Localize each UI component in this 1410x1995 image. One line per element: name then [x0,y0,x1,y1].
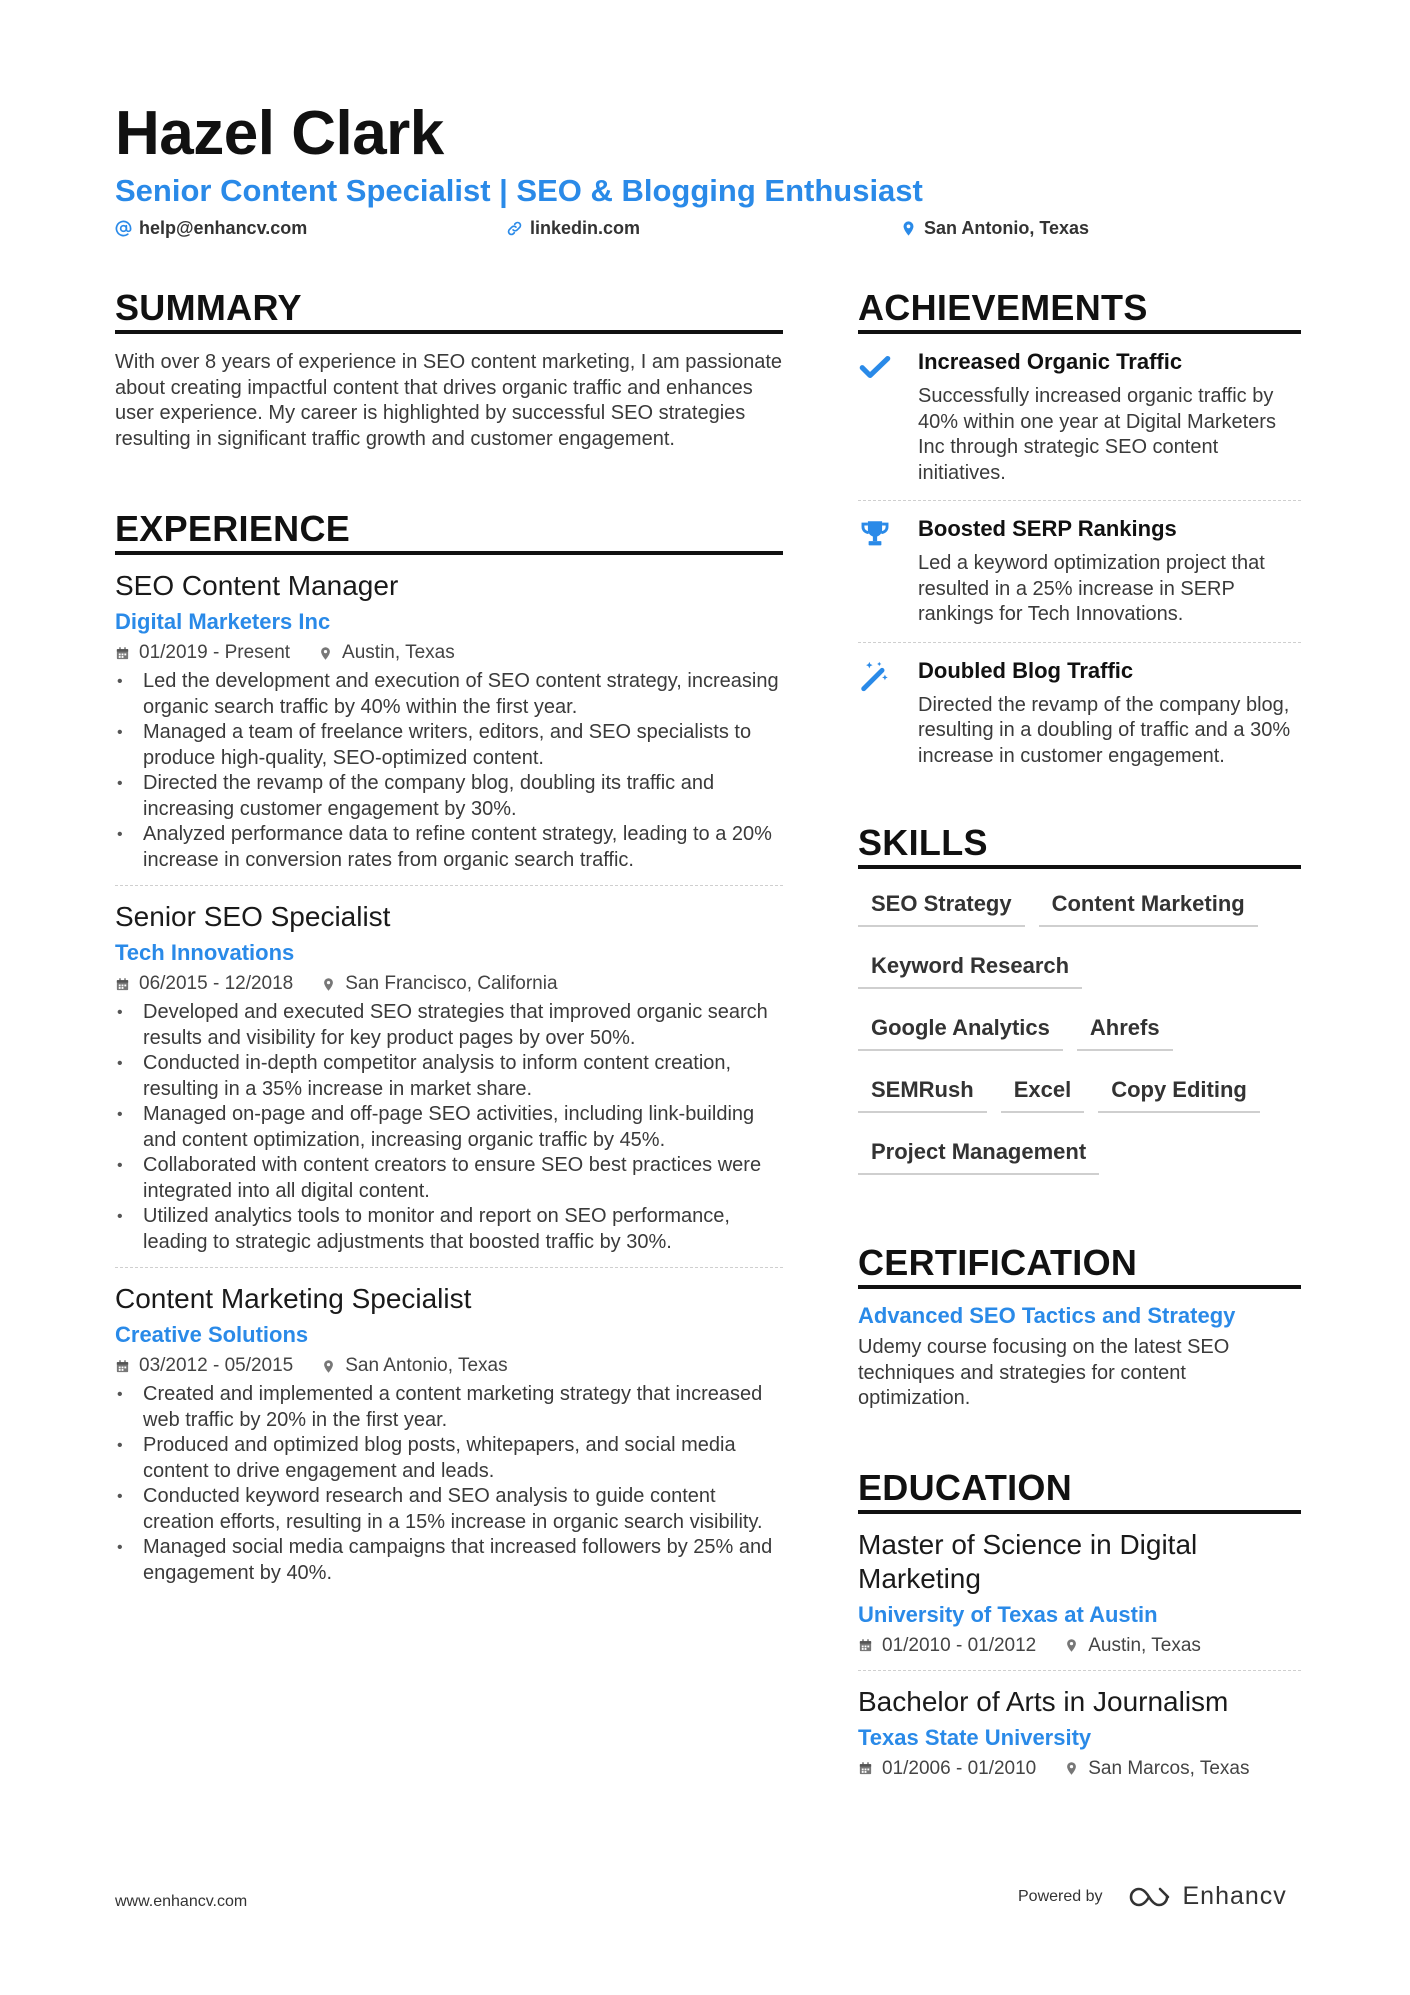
skill-tag: Ahrefs [1077,1007,1173,1051]
bullet-item: • Managed on-page and off-page SEO activities, including link-building and content optimization, increasing organic traffic by 45%. [115,1102,783,1153]
education-entry [858,1514,1301,1671]
summary-section [115,288,783,452]
calendar-icon [858,1761,873,1776]
certification-name: Advanced SEO Tactics and Strategy [858,1303,1236,1328]
job-bullets [115,669,783,873]
job-dates: 06/2015 - 12/2018 [139,973,294,994]
job-bullets [115,1000,783,1255]
experience-entry [115,555,783,886]
skills-heading: SKILLS [858,823,1301,869]
company-name: Digital Marketers Inc [115,609,331,634]
education-location: San Marcos, Texas [1088,1757,1250,1779]
achievement-item [858,334,1301,501]
education-meta [858,1634,1301,1658]
email-text: help@enhancv.com [139,218,308,238]
education-section [858,1468,1301,1793]
bullet-item: • Produced and optimized blog posts, whitepapers, and social media content to drive engagement and leads. [115,1433,783,1484]
job-dates: 03/2012 - 05/2015 [139,1355,294,1376]
calendar-icon [115,977,130,992]
achievement-title: Boosted SERP Rankings [918,516,1177,541]
company-name: Tech Innovations [115,940,295,965]
magic-wand-icon [858,659,892,693]
job-meta [115,972,783,996]
contact-linkedin[interactable] [506,218,640,239]
location-pin-icon [321,977,336,992]
bullet-item: • Conducted keyword research and SEO analysis to guide content creation efforts, resulting in a 15% increase in organic search visibility. [115,1484,783,1535]
degree-title: Bachelor of Arts in Journalism [858,1685,1229,1717]
brand-logo [1127,1882,1287,1911]
right-column [858,288,1301,1793]
education-meta [858,1757,1301,1781]
bullet-item: • Managed a team of freelance writers, editors, and SEO specialists to produce high-quality, SEO-optimized content. [115,720,783,771]
headline: Senior Content Specialist | SEO & Blogging Enthusiast [115,173,923,208]
job-bullets [115,1382,783,1586]
linkedin-text: linkedin.com [530,218,641,238]
enhancv-logo-icon [1127,1884,1175,1910]
skill-tag: Excel [1001,1069,1085,1113]
education-entry [858,1671,1301,1793]
bullet-item: • Created and implemented a content marketing strategy that increased web traffic by 20% in the first year. [115,1382,783,1433]
job-dates: 01/2019 - Present [139,642,291,663]
skill-tag: Copy Editing [1098,1069,1260,1113]
skill-tag: Keyword Research [858,945,1082,989]
powered-by-label: Powered by [1018,1887,1103,1905]
skill-tag: SEO Strategy [858,883,1025,927]
bullet-item: • Managed social media campaigns that increased followers by 25% and engagement by 40%. [115,1535,783,1586]
achievement-desc: Directed the revamp of the company blog, resulting in a doubling of traffic and a 30% increase in customer engagement. [918,693,1291,767]
bullet-item: • Developed and executed SEO strategies that improved organic search results and visibility for key product pages by over 50%. [115,1000,783,1051]
job-meta [115,1354,783,1378]
calendar-icon [858,1638,873,1653]
experience-section [115,509,783,1598]
check-icon [858,350,892,384]
school-name: Texas State University [858,1724,1092,1750]
bullet-item: • Directed the revamp of the company blog, doubling its traffic and increasing customer engagement by 30%. [115,771,783,822]
achievement-title: Doubled Blog Traffic [918,657,1134,683]
skill-tag: Content Marketing [1039,883,1258,927]
summary-heading: SUMMARY [115,288,783,334]
job-location: Austin, Texas [342,642,455,663]
experience-entry [115,1268,783,1598]
certification-heading: CERTIFICATION [858,1243,1301,1289]
left-column [115,288,783,1598]
location-pin-icon [1064,1761,1079,1776]
location-pin-icon [321,1359,336,1374]
achievements-section [858,288,1301,783]
location-pin-icon [900,220,917,237]
achievement-title: Increased Organic Traffic [918,349,1183,374]
experience-entry [115,886,783,1268]
contact-email[interactable] [115,218,307,239]
company-name: Creative Solutions [115,1322,309,1347]
education-dates: 01/2010 - 01/2012 [882,1634,1037,1656]
achievement-item [858,501,1301,643]
skill-tag: SEMRush [858,1069,987,1113]
footer-branding[interactable] [1018,1882,1287,1911]
skill-tag: Google Analytics [858,1007,1063,1051]
job-title: Senior SEO Specialist [115,901,391,932]
degree-title: Master of Science in Digital Marketing [858,1528,1198,1594]
location-text: San Antonio, Texas [924,218,1090,238]
bullet-item: • Utilized analytics tools to monitor and report on SEO performance, leading to strategic adjustments that boosted traffic by 30%. [115,1204,783,1255]
at-sign-icon [115,220,132,237]
trophy-icon [858,517,892,551]
school-name: University of Texas at Austin [858,1601,1158,1627]
job-location: San Antonio, Texas [345,1355,508,1376]
certification-desc: Udemy course focusing on the latest SEO techniques and strategies for content optimization. [858,1336,1230,1409]
job-location: San Francisco, California [345,973,558,994]
bullet-item: • Collaborated with content creators to ensure SEO best practices were integrated into all digital content. [115,1153,783,1204]
experience-heading: EXPERIENCE [115,509,783,555]
contact-location [900,218,1089,239]
brand-name: Enhancv [1182,1882,1287,1910]
skills-section [858,823,1301,1193]
bullet-item: • Led the development and execution of SEO content strategy, increasing organic search traffic by 40% within the first year. [115,669,783,720]
bullet-item: • Analyzed performance data to refine content strategy, leading to a 20% increase in conversion rates from organic search traffic. [115,822,783,873]
location-pin-icon [318,646,333,661]
job-title: SEO Content Manager [115,570,399,601]
bullet-item: • Conducted in-depth competitor analysis to inform content creation, resulting in a 35% increase in market share. [115,1051,783,1102]
skill-tag: Project Management [858,1131,1099,1175]
achievements-heading: ACHIEVEMENTS [858,288,1301,334]
certification-section [858,1243,1301,1412]
education-location: Austin, Texas [1088,1634,1201,1656]
skills-list [858,883,1301,1193]
candidate-name: Hazel Clark [115,99,444,168]
job-title: Content Marketing Specialist [115,1283,472,1314]
education-heading: EDUCATION [858,1468,1301,1514]
achievement-item [858,643,1301,784]
footer-website[interactable]: www.enhancv.com [115,1893,248,1910]
job-meta [115,641,783,665]
summary-text: With over 8 years of experience in SEO content marketing, I am passionate about creating impactful content that drives organic traffic and enhances user experience. My career is highlighted by successful SEO strategies resulting in significant traffic growth and customer engagement. [115,351,782,450]
calendar-icon [115,1359,130,1374]
location-pin-icon [1064,1638,1079,1653]
achievement-desc: Led a keyword optimization project that resulted in a 25% increase in SERP rankings for Tech Innovations. [918,552,1265,625]
education-dates: 01/2006 - 01/2010 [882,1757,1037,1779]
link-icon [506,220,523,237]
calendar-icon [115,646,130,661]
achievement-desc: Successfully increased organic traffic by 40% within one year at Digital Marketers Inc through strategic SEO content initiatives. [918,385,1276,484]
